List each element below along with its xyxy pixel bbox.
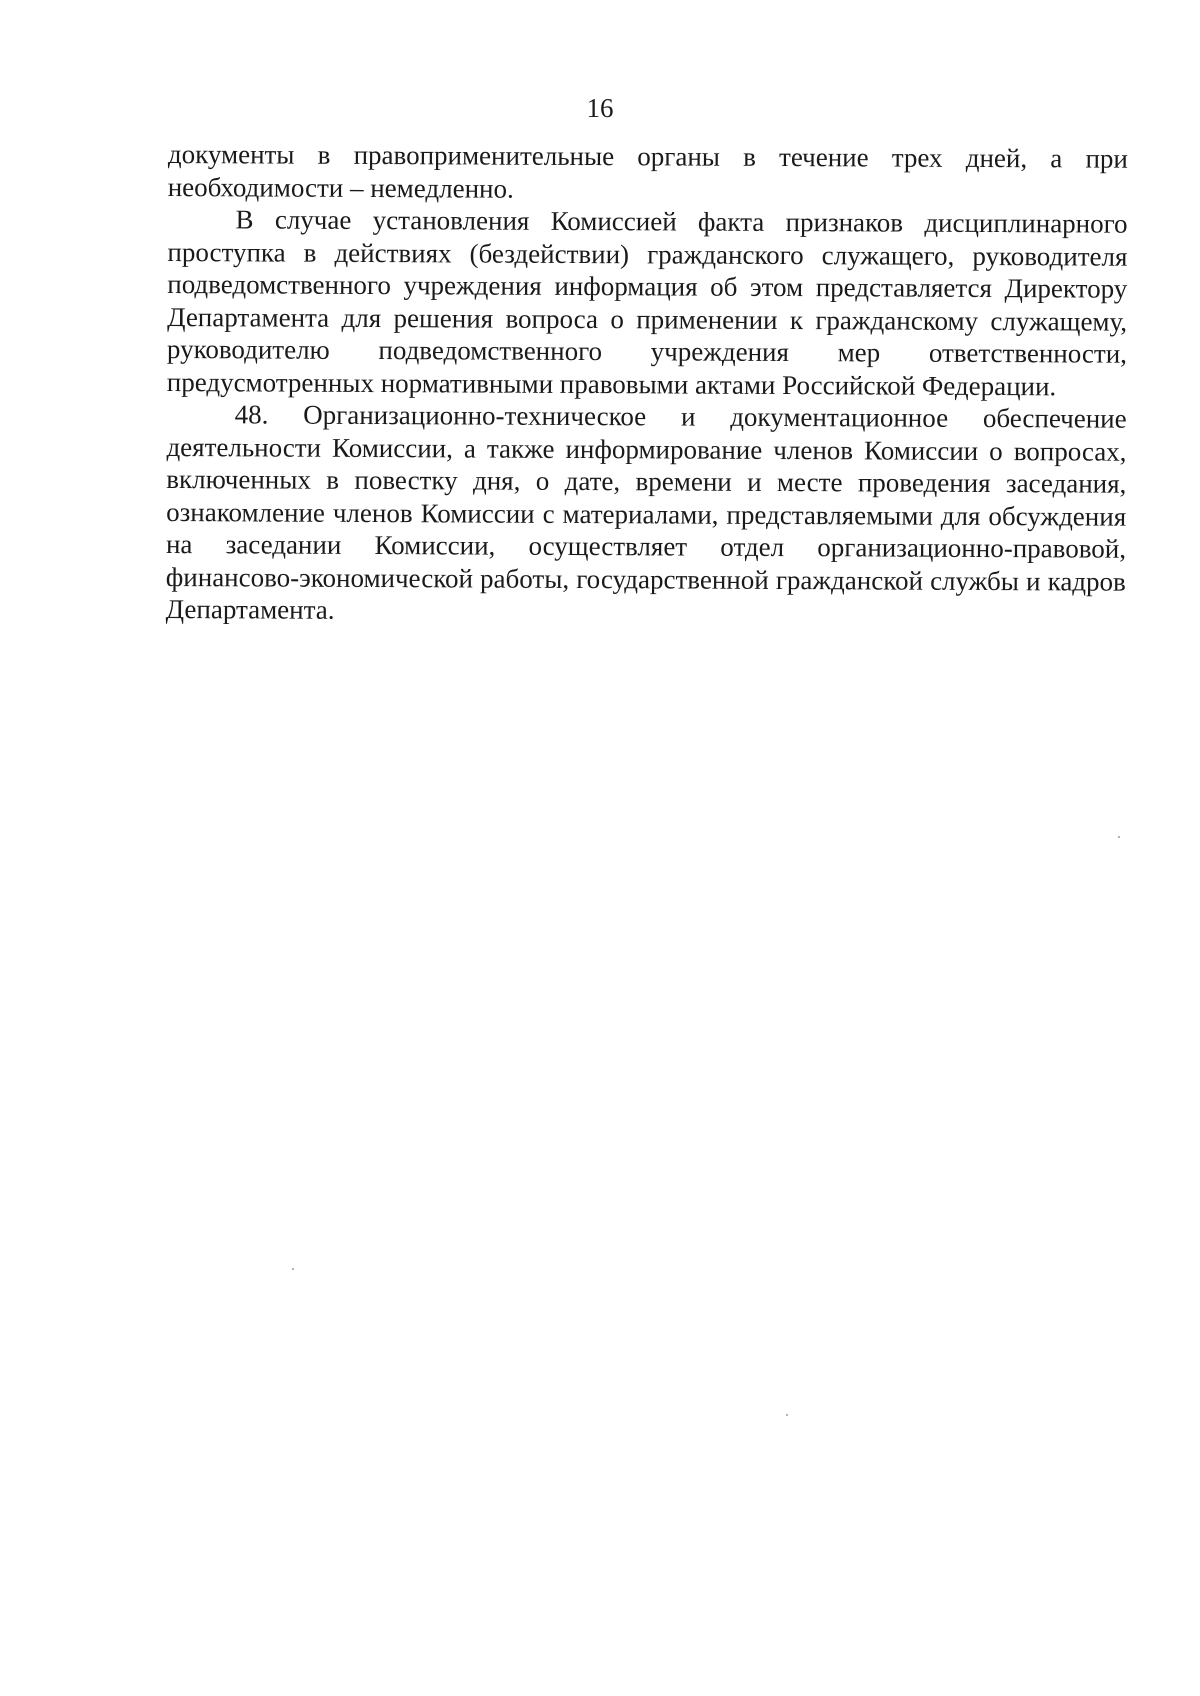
scan-speck bbox=[1118, 836, 1120, 838]
document-body bbox=[166, 138, 1128, 630]
page-number: 16 bbox=[586, 93, 614, 123]
paragraph-item-48: 48. Организационно-техническое и документационное обеспечение деятельности Комиссии, а также информирование членов Комиссии о вопросах, включенных в повестку дня, о дате, времени и месте проведения заседания, ознакомление членов Комиссии с материалами, представляемыми для обсуждения на заседании Комиссии, осуществляет отдел организационно-правовой, финансово-экономической работы, государственной гражданской службы и кадров Департамента. bbox=[165, 399, 1127, 625]
paragraph-disciplinary-offense: В случае установления Комиссией факта признаков дисциплинарного проступка в действиях (бездействии) гражданского служащего, руководителя подведомственного учреждения информация об этом представляется Директору Департамента для решения вопроса о применении к гражданскому служащему, руководителю подведомственного учреждения мер ответственности, предусмотренных нормативными правовыми актами Российской Федерации. bbox=[166, 204, 1128, 401]
scan-speck bbox=[786, 1414, 788, 1416]
scan-speck bbox=[292, 1268, 294, 1270]
paragraph-continuation: документы в правоприменительные органы в течение трех дней, а при необходимости – немедленно. bbox=[167, 138, 1128, 204]
